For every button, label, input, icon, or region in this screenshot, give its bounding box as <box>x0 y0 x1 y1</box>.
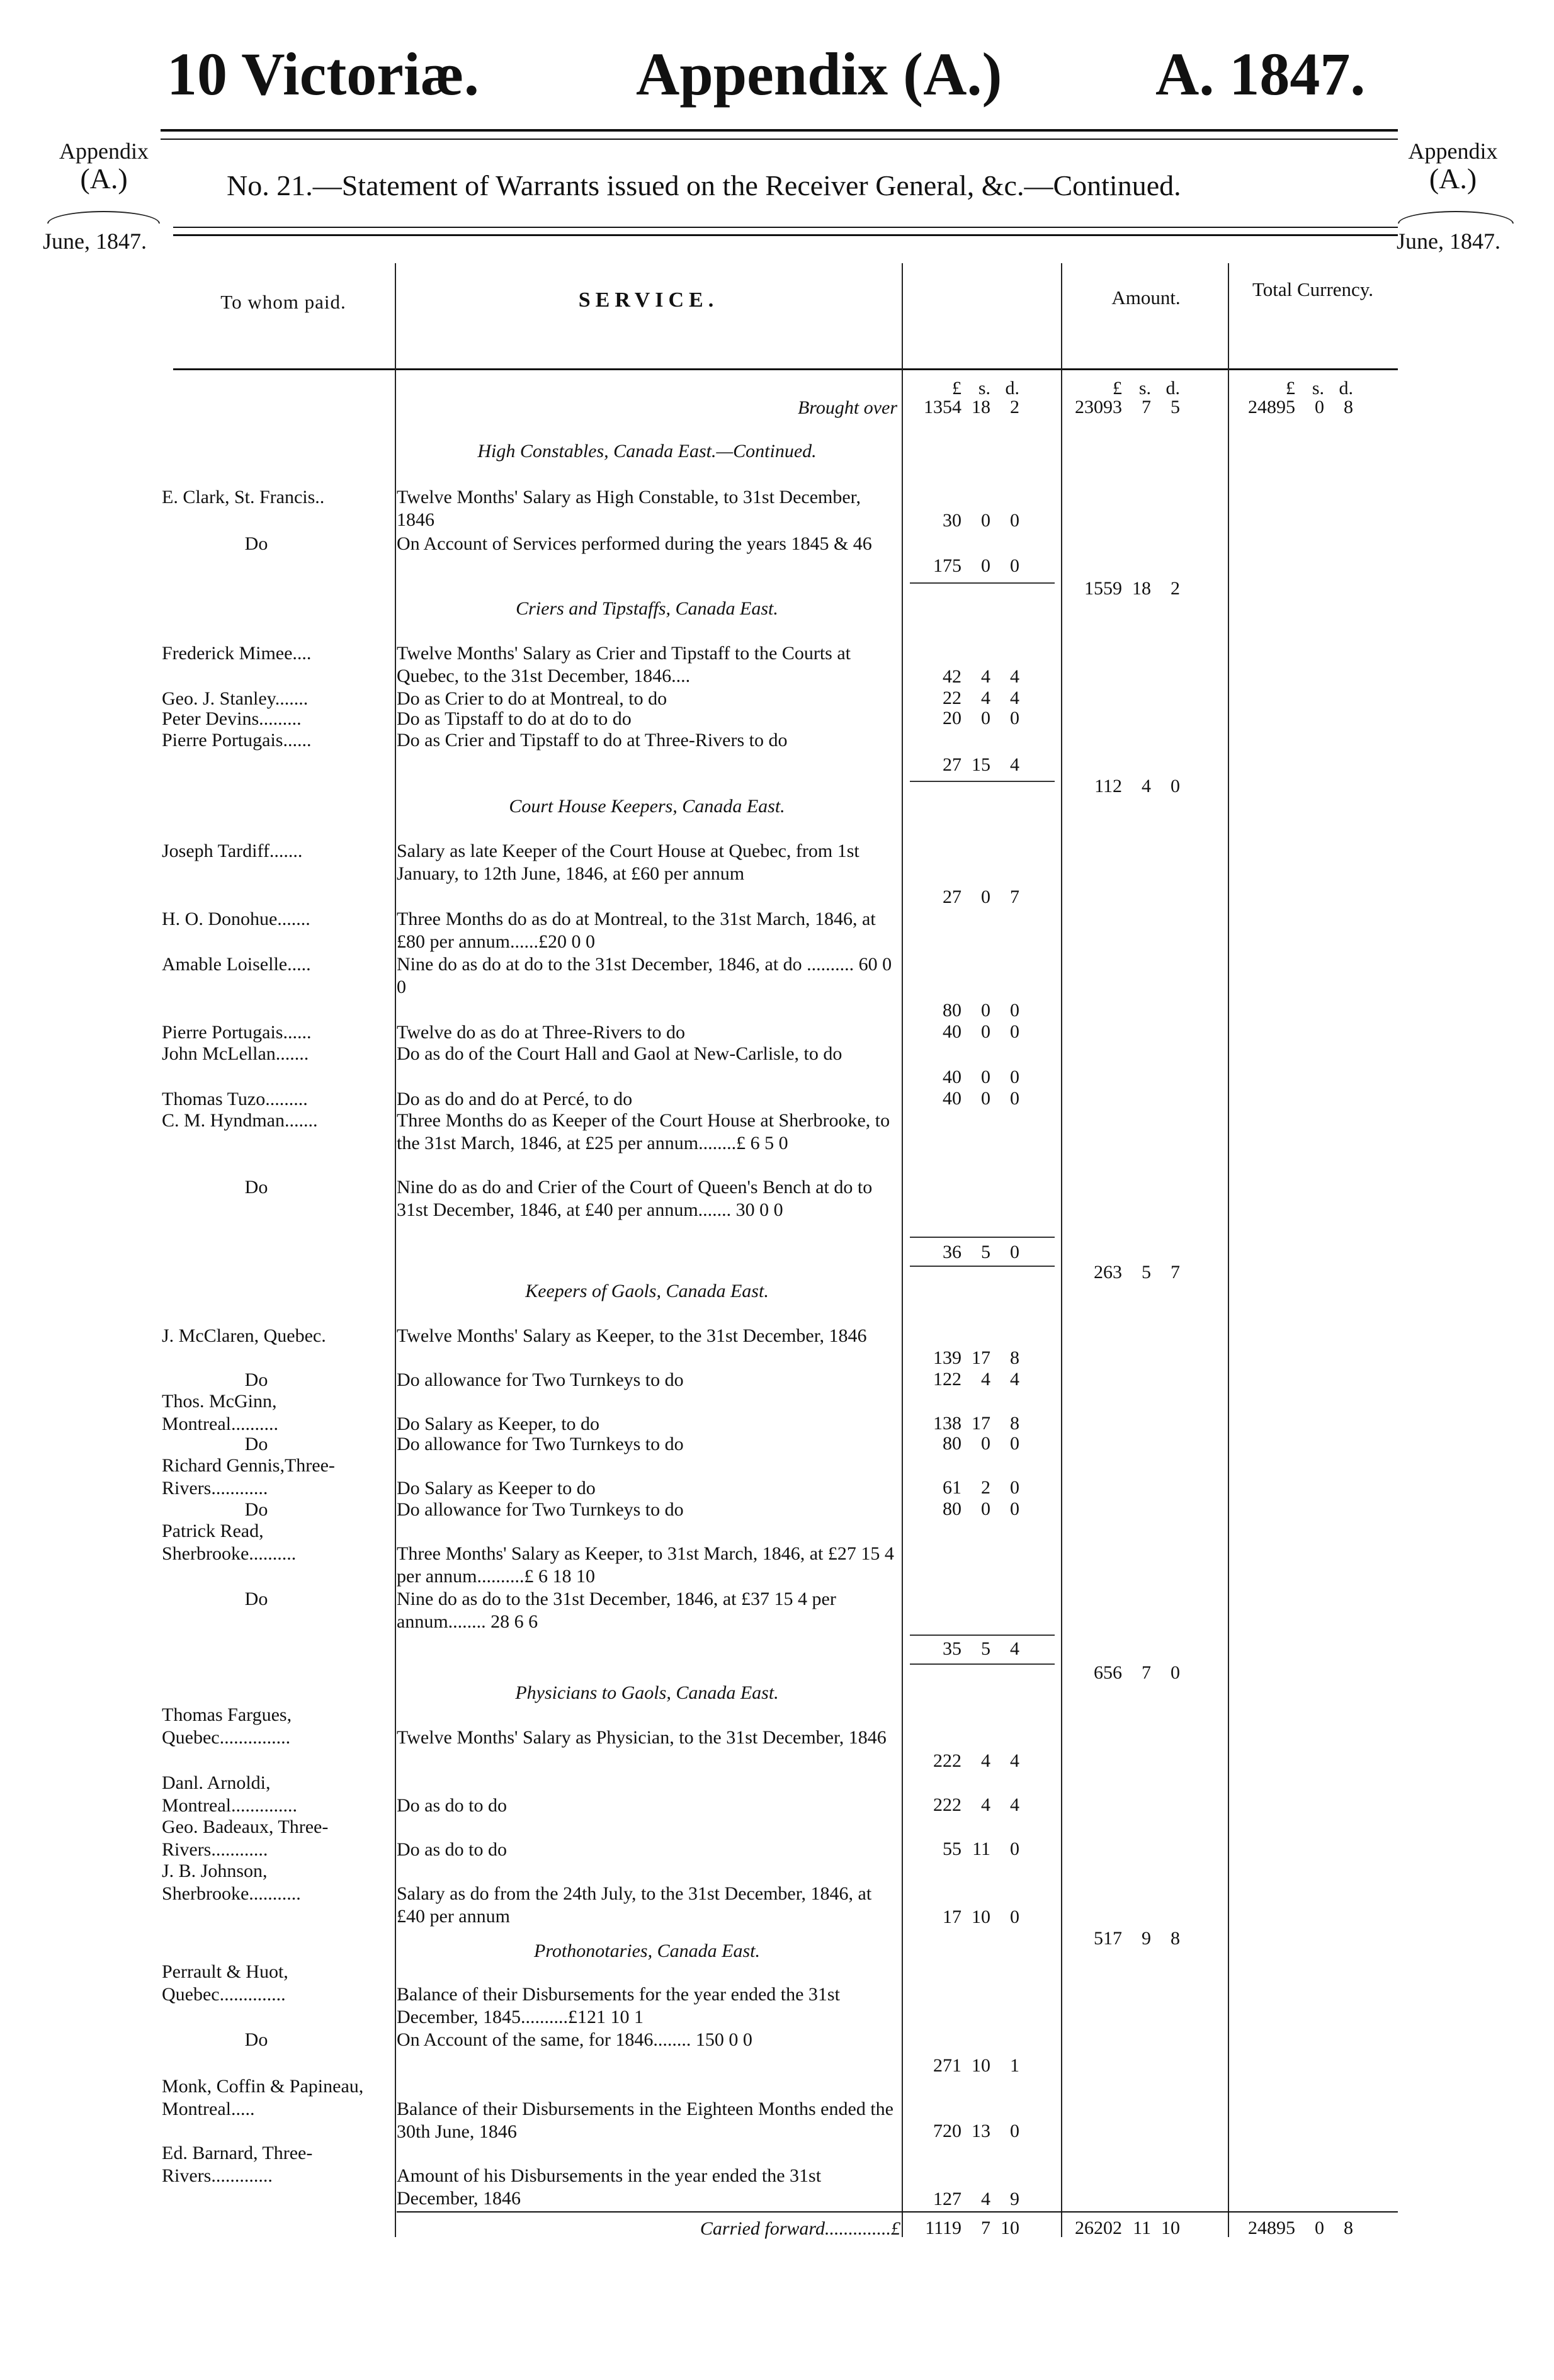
col-head-amount: Amount. <box>1111 286 1181 309</box>
col1-amount <box>910 1907 1019 1928</box>
pounds: 61 <box>943 1477 961 1498</box>
pounds: 55 <box>943 1839 961 1859</box>
shillings: 4 <box>981 1750 990 1771</box>
title-rule-1 <box>173 227 1398 228</box>
brought-over-label: Brought over <box>797 397 897 418</box>
col1-amount <box>910 2055 1019 2077</box>
service-description: Twelve do as do at Three-Rivers to do <box>397 1022 686 1043</box>
pence: 8 <box>1344 397 1353 417</box>
carried-forward-col1 <box>910 2218 1019 2239</box>
shillings: 0 <box>981 708 990 728</box>
right-brace <box>1398 211 1514 224</box>
shillings: 4 <box>981 1369 990 1390</box>
service-description: Do allowance for Two Turnkeys to do <box>397 1369 684 1390</box>
payee-name: J. McClaren, Quebec. <box>162 1325 326 1346</box>
pounds: 30 <box>943 510 961 531</box>
header-rule-thin <box>161 139 1398 140</box>
pence: 0 <box>1010 1000 1019 1021</box>
shillings: 10 <box>972 1907 990 1927</box>
payee-name: H. O. Donohue....... <box>162 909 310 929</box>
payee-name: Geo. Badeaux, Three-Rivers............ <box>162 1816 329 1860</box>
shillings: 4 <box>1142 776 1151 796</box>
shillings: 4 <box>981 2189 990 2209</box>
pounds: 40 <box>943 1021 961 1042</box>
shillings: 0 <box>981 555 990 576</box>
pence: 0 <box>1010 1088 1019 1109</box>
pounds: 26202 <box>1075 2218 1122 2238</box>
pence: 0 <box>1010 1499 1019 1519</box>
lsd-pence: d. <box>1005 378 1019 399</box>
carried-forward-total <box>1244 2218 1353 2239</box>
payee-name: Do <box>244 1369 268 1390</box>
payee-name: Pierre Portugais...... <box>162 730 312 751</box>
header-center: Appendix (A.) <box>636 40 1002 108</box>
pounds: 1354 <box>924 397 961 417</box>
col-head-total: Total Currency. <box>1252 278 1374 300</box>
pounds: 35 <box>943 1638 961 1659</box>
lsd-pence: d. <box>1166 378 1180 399</box>
shillings: 2 <box>981 1477 990 1498</box>
payee-name: Amable Loiselle..... <box>162 954 311 975</box>
lsd-shilling: s. <box>978 378 990 399</box>
pence: 7 <box>1171 1262 1180 1283</box>
shillings: 11 <box>1133 2218 1151 2238</box>
vrule-amount <box>1228 263 1229 2237</box>
payee-name: Thomas Fargues, Quebec............... <box>162 1704 292 1748</box>
shillings: 10 <box>972 2055 990 2076</box>
right-appendix-text: Appendix <box>1408 139 1498 164</box>
right-date: June, 1847. <box>1397 229 1500 254</box>
pounds: 138 <box>933 1413 961 1434</box>
carried-forward-amount <box>1070 2218 1180 2239</box>
pounds: 1119 <box>925 2218 961 2238</box>
service-description: Do Salary as Keeper, to do <box>397 1414 600 1434</box>
pence: 0 <box>1010 555 1019 576</box>
shillings: 0 <box>981 887 990 907</box>
service-description: Do allowance for Two Turnkeys to do <box>397 1499 684 1520</box>
shillings: 5 <box>981 1638 990 1659</box>
shillings: 0 <box>981 1000 990 1021</box>
pence: 4 <box>1010 1369 1019 1390</box>
shillings: 4 <box>981 1794 990 1815</box>
shillings: 7 <box>1142 397 1151 417</box>
pounds: 36 <box>943 1242 961 1262</box>
payee-name: John McLellan....... <box>162 1043 309 1064</box>
payee-name: Do <box>244 533 268 554</box>
left-date: June, 1847. <box>43 229 147 254</box>
pence: 2 <box>1171 578 1180 599</box>
service-description: On Account of the same, for 1846........ 150 0 0 <box>397 2029 752 2050</box>
vrule-payee <box>395 263 396 2237</box>
service-description: Do as Crier to do at Montreal, to do <box>397 688 667 709</box>
subtotal-rule <box>910 1635 1055 1636</box>
section-title: Keepers of Gaols, Canada East. <box>525 1281 769 1301</box>
left-side-label <box>38 140 170 194</box>
pence: 5 <box>1171 397 1180 417</box>
subtotal-rule <box>910 781 1055 782</box>
service-description: Do as do to do <box>397 1795 507 1816</box>
lsd-pound: £ <box>1286 378 1295 399</box>
section-total <box>1070 1662 1180 1684</box>
pence: 0 <box>1010 1067 1019 1087</box>
section-total <box>1070 1928 1180 1949</box>
pounds: 24895 <box>1248 397 1295 417</box>
shillings: 0 <box>981 1433 990 1454</box>
service-description: Balance of their Disbursements for the year ended the 31st December, 1845..........£121 10 1 <box>397 1984 840 2027</box>
col1-amount <box>910 1477 1019 1499</box>
subtotal-rule <box>910 1266 1055 1267</box>
pounds: 720 <box>933 2121 961 2141</box>
pence: 4 <box>1010 1794 1019 1815</box>
col1-amount <box>910 1347 1019 1369</box>
pounds: 139 <box>933 1347 961 1368</box>
payee-name: Ed. Barnard, Three-Rivers............. <box>162 2143 313 2186</box>
payee-name: Do <box>244 2029 268 2050</box>
service-description: Do as Crier and Tipstaff to do at Three-Rivers to do <box>397 730 788 751</box>
shillings: 0 <box>981 1067 990 1087</box>
service-description: Three Months do as Keeper of the Court House at Sherbrooke, to the 31st March, 1846, at £25 per annum........£ 6 5 0 <box>397 1110 890 1153</box>
service-description: On Account of Services performed during the years 1845 & 46 <box>397 533 872 554</box>
vrule-col1 <box>1061 263 1062 2237</box>
section-title: Physicians to Gaols, Canada East. <box>515 1682 779 1703</box>
service-description: Do as Tipstaff to do at do to do <box>397 708 632 729</box>
pence: 0 <box>1010 1839 1019 1859</box>
subtotal-rule <box>910 582 1055 584</box>
shillings: 0 <box>981 1088 990 1109</box>
statement-title: No. 21.—Statement of Warrants issued on the Receiver General, &c.—Continued. <box>227 169 1181 201</box>
shillings: 0 <box>981 510 990 531</box>
pence: 0 <box>1010 1242 1019 1262</box>
shillings: 0 <box>1315 397 1324 417</box>
header-rule <box>161 129 1398 132</box>
payee-name: E. Clark, St. Francis.. <box>162 487 325 507</box>
pence: 8 <box>1344 2218 1353 2238</box>
pounds: 17 <box>943 1907 961 1927</box>
section-total <box>1070 578 1180 599</box>
payee-name: Monk, Coffin & Papineau, Montreal..... <box>162 2076 364 2119</box>
payee-name: Do <box>244 1177 268 1198</box>
service-description: Amount of his Disbursements in the year ended the 31st December, 1846 <box>397 2165 822 2209</box>
brought-over-amount <box>1070 397 1180 418</box>
payee-name: Perrault & Huot, Quebec.............. <box>162 1961 288 2005</box>
pounds: 40 <box>943 1067 961 1087</box>
section-title: Court House Keepers, Canada East. <box>509 796 785 817</box>
payee-name: Richard Gennis,Three-Rivers............ <box>162 1455 335 1499</box>
pence: 0 <box>1010 1021 1019 1042</box>
service-description: Twelve Months' Salary as Keeper, to the 31st December, 1846 <box>397 1325 867 1346</box>
col1-amount <box>910 1088 1019 1109</box>
col-head-rule <box>173 368 1398 370</box>
pence: 0 <box>1010 1477 1019 1498</box>
section-total <box>1070 1262 1180 1283</box>
left-brace <box>47 211 160 224</box>
lsd-head-total <box>1244 378 1353 399</box>
pounds: 127 <box>933 2189 961 2209</box>
col1-amount <box>910 510 1019 531</box>
subtotal-rule <box>910 1663 1055 1665</box>
service-description: Three Months do as do at Montreal, to the 31st March, 1846, at £80 per annum......£20 0 0 <box>397 909 876 952</box>
shillings: 5 <box>981 1242 990 1262</box>
lsd-pence: d. <box>1339 378 1353 399</box>
col1-amount <box>910 708 1019 729</box>
col1-amount <box>910 1750 1019 1772</box>
pounds: 122 <box>933 1369 961 1390</box>
carried-forward-label: Carried forward..............£ <box>700 2218 900 2239</box>
pence: 0 <box>1171 776 1180 796</box>
pounds: 1559 <box>1084 578 1122 599</box>
service-description: Nine do as do at do to the 31st December, 1846, at do .......... 60 0 0 <box>397 954 892 997</box>
col1-amount <box>910 1433 1019 1454</box>
pounds: 222 <box>933 1794 961 1815</box>
pence: 0 <box>1010 510 1019 531</box>
payee-name: C. M. Hyndman....... <box>162 1110 318 1131</box>
section-title: Criers and Tipstaffs, Canada East. <box>516 598 778 619</box>
shillings: 17 <box>972 1347 990 1368</box>
pence: 10 <box>1001 2218 1019 2238</box>
col1-amount <box>910 1794 1019 1816</box>
pounds: 22 <box>943 688 961 708</box>
pence: 9 <box>1010 2189 1019 2209</box>
lsd-shilling: s. <box>1312 378 1324 399</box>
shillings: 11 <box>972 1839 990 1859</box>
col1-amount <box>910 1000 1019 1021</box>
shillings: 9 <box>1142 1928 1151 1949</box>
shillings: 7 <box>981 2218 990 2238</box>
pounds: 271 <box>933 2055 961 2076</box>
lsd-pound: £ <box>952 378 961 399</box>
service-description: Do as do and do at Percé, to do <box>397 1089 633 1109</box>
shillings: 18 <box>972 397 990 417</box>
col1-amount <box>910 555 1019 577</box>
payee-name: Pierre Portugais...... <box>162 1022 312 1043</box>
pence: 4 <box>1010 688 1019 708</box>
shillings: 0 <box>981 1021 990 1042</box>
payee-name: J. B. Johnson, Sherbrooke........... <box>162 1861 301 1904</box>
service-description: Salary as late Keeper of the Court House at Quebec, from 1st January, to 12th June, 1846, at £60 per annum <box>397 841 859 884</box>
payee-name: Joseph Tardiff....... <box>162 841 303 861</box>
col1-amount <box>910 887 1019 908</box>
pence: 7 <box>1010 887 1019 907</box>
pounds: 80 <box>943 1000 961 1021</box>
col1-amount <box>910 688 1019 709</box>
service-description: Do Salary as Keeper to do <box>397 1478 596 1499</box>
shillings: 4 <box>981 666 990 687</box>
col1-amount <box>910 754 1019 776</box>
pence: 1 <box>1010 2055 1019 2076</box>
pounds: 80 <box>943 1499 961 1519</box>
pence: 4 <box>1010 1750 1019 1771</box>
col1-amount <box>910 1499 1019 1520</box>
shillings: 13 <box>972 2121 990 2141</box>
pence: 0 <box>1010 1433 1019 1454</box>
section-total <box>1070 776 1180 797</box>
pence: 4 <box>1010 1638 1019 1659</box>
col1-amount <box>910 1242 1019 1263</box>
service-description: Nine do as do to the 31st December, 1846, at £37 15 4 per annum........ 28 6 6 <box>397 1589 836 1632</box>
pence: 0 <box>1010 1907 1019 1927</box>
col1-amount <box>910 1369 1019 1390</box>
lsd-head-amount <box>1070 378 1180 399</box>
service-description: Salary as do from the 24th July, to the 31st December, 1846, at £40 per annum <box>397 1883 872 1927</box>
shillings: 0 <box>1315 2218 1324 2238</box>
service-description: Do as do to do <box>397 1839 507 1860</box>
service-description: Balance of their Disbursements in the Eighteen Months ended the 30th June, 1846 <box>397 2099 893 2142</box>
shillings: 15 <box>972 754 990 775</box>
service-description: Do as do of the Court Hall and Gaol at New-Carlisle, to do <box>397 1043 842 1064</box>
service-description: Twelve Months' Salary as Crier and Tipstaff to the Courts at Quebec, to the 31st December, 1846.... <box>397 643 851 686</box>
pounds: 23093 <box>1075 397 1122 417</box>
pounds: 24895 <box>1248 2218 1295 2238</box>
pounds: 80 <box>943 1433 961 1454</box>
pounds: 27 <box>943 887 961 907</box>
header-right: A. 1847. <box>1155 40 1366 108</box>
col-head-service: SERVICE. <box>578 288 719 312</box>
pounds: 112 <box>1094 776 1122 796</box>
col1-amount <box>910 666 1019 688</box>
payee-name: Thomas Tuzo......... <box>162 1089 308 1109</box>
payee-name: Geo. J. Stanley....... <box>162 688 309 709</box>
pounds: 40 <box>943 1088 961 1109</box>
brought-over-total <box>1244 397 1353 418</box>
payee-name: Do <box>244 1434 268 1454</box>
section-title: Prothonotaries, Canada East. <box>534 1941 760 1961</box>
col1-amount <box>910 1021 1019 1043</box>
pence: 0 <box>1171 1662 1180 1683</box>
payee-name: Do <box>244 1499 268 1520</box>
left-appendix-a: (A.) <box>80 162 128 195</box>
lsd-shilling: s. <box>1138 378 1151 399</box>
lsd-head-col1 <box>910 378 1019 399</box>
pounds: 517 <box>1094 1928 1122 1949</box>
service-description: Nine do as do and Crier of the Court of Queen's Bench at do to 31st December, 1846, at £40 per annum....... 30 0 0 <box>397 1177 873 1220</box>
col-head-to-whom: To whom paid. <box>220 291 346 313</box>
pence: 8 <box>1171 1928 1180 1949</box>
brought-over-col1 <box>910 397 1019 418</box>
pence: 4 <box>1010 666 1019 687</box>
title-rule-2 <box>173 234 1398 236</box>
pounds: 222 <box>933 1750 961 1771</box>
pence: 2 <box>1010 397 1019 417</box>
shillings: 18 <box>1132 578 1151 599</box>
vrule-service <box>902 263 903 2237</box>
pounds: 175 <box>933 555 961 576</box>
service-description: Three Months' Salary as Keeper, to 31st March, 1846, at £27 15 4 per annum..........£ 6 18 10 <box>397 1543 894 1587</box>
right-side-label <box>1385 140 1521 194</box>
shillings: 5 <box>1142 1262 1151 1283</box>
service-description: Twelve Months' Salary as Physician, to the 31st December, 1846 <box>397 1727 887 1748</box>
pence: 0 <box>1010 2121 1019 2141</box>
pounds: 27 <box>943 754 961 775</box>
payee-name: Thos. McGinn, Montreal.......... <box>162 1391 278 1434</box>
pounds: 42 <box>943 666 961 687</box>
service-description: Do allowance for Two Turnkeys to do <box>397 1434 684 1454</box>
subtotal-rule <box>910 1237 1055 1238</box>
left-appendix-text: Appendix <box>59 139 149 164</box>
col1-amount <box>910 1067 1019 1088</box>
right-appendix-a: (A.) <box>1429 162 1477 195</box>
pence: 8 <box>1010 1413 1019 1434</box>
payee-name: Patrick Read, Sherbrooke.......... <box>162 1521 297 1564</box>
header-left: 10 Victoriæ. <box>167 40 479 108</box>
col1-amount <box>910 1839 1019 1860</box>
shillings: 17 <box>972 1413 990 1434</box>
payee-name: Do <box>244 1589 268 1609</box>
pence: 10 <box>1161 2218 1180 2238</box>
pounds: 20 <box>943 708 961 728</box>
carried-forward-rule <box>397 2211 1398 2213</box>
col1-amount <box>910 1413 1019 1434</box>
pence: 0 <box>1010 708 1019 728</box>
payee-name: Frederick Mimee.... <box>162 643 312 664</box>
service-description: Twelve Months' Salary as High Constable, to 31st December, 1846 <box>397 487 861 530</box>
pence: 4 <box>1010 754 1019 775</box>
col1-amount <box>910 2121 1019 2142</box>
payee-name: Danl. Arnoldi, Montreal.............. <box>162 1772 297 1816</box>
pence: 8 <box>1010 1347 1019 1368</box>
col1-amount <box>910 2189 1019 2210</box>
shillings: 0 <box>981 1499 990 1519</box>
section-title: High Constables, Canada East.—Continued. <box>477 441 817 462</box>
payee-name: Peter Devins......... <box>162 708 302 729</box>
pounds: 263 <box>1094 1262 1122 1283</box>
col1-amount <box>910 1638 1019 1660</box>
lsd-pound: £ <box>1113 378 1122 399</box>
pounds: 656 <box>1094 1662 1122 1683</box>
shillings: 7 <box>1142 1662 1151 1683</box>
shillings: 4 <box>981 688 990 708</box>
